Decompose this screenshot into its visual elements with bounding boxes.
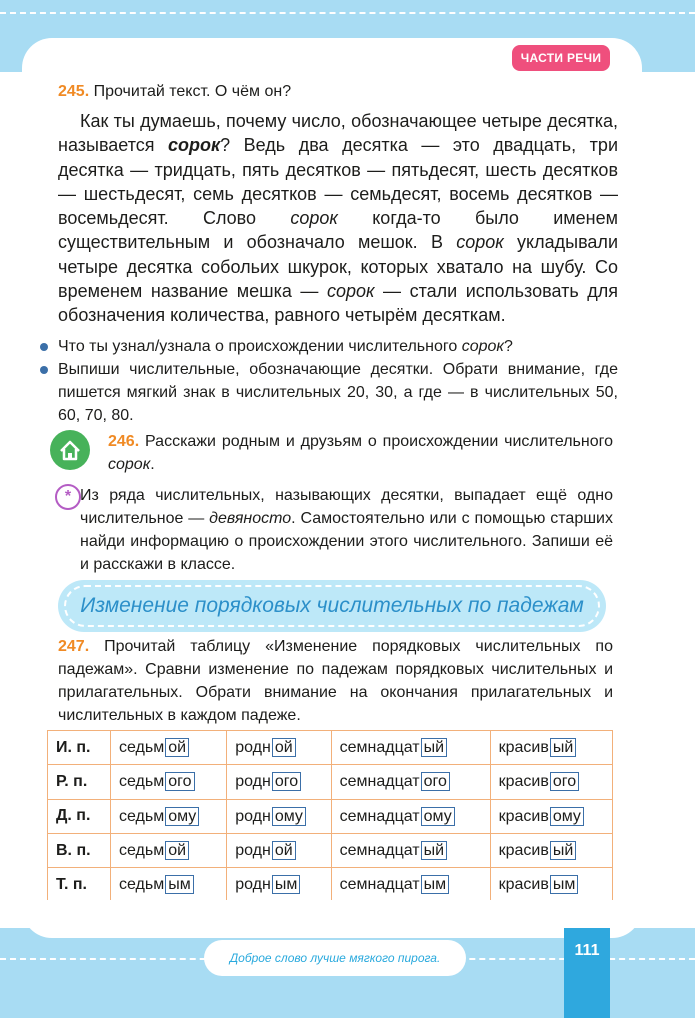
word-cell [490,765,612,799]
word-cell [331,765,490,799]
word-ending: ым [272,875,301,894]
word-stem: семнадцат [339,876,420,894]
section-banner [58,580,606,632]
proverb: Доброе слово лучше мягкого пирога. [204,940,466,976]
exercise-245-text: Как ты думаешь, почему число, обозначающее четыре десятка, называется сорок? Ведь два десятка — это двадцать, три десятка — тридцать, пять десятков — пятьдесят, шесть десятков — шестьдесят, семь десятков — семьдесят, восемь десятков — восемьдесят. Слово сорок когда-то было именем существительным и обозначало мешок. В сорок укладывали четыре десятка собольих шкурок, которых хватало на шубу. Со временем название мешка — сорок — стали использовать для обозначения количества, равного четырём десяткам. [58,111,619,326]
exercise-246: 246. Расскажи родным и друзьям о происхождении числительного сорок. [108,433,613,473]
word-stem: красив [498,739,549,757]
exercise-number: 246. [108,433,140,450]
word-stem: красив [498,876,549,894]
word-ending: ой [272,841,296,860]
table-row [48,765,613,799]
section-tab: ЧАСТИ РЕЧИ [512,45,610,71]
word-cell [227,833,331,867]
table-row [48,833,613,867]
word-cell [227,868,331,902]
table-row [48,799,613,833]
word-ending: ый [421,841,447,860]
word-cell [111,765,227,799]
bullet-dot-icon [40,343,48,351]
word-ending: ому [550,807,584,826]
word-stem: седьм [119,773,165,791]
word-cell [227,731,331,765]
word-ending: ого [421,772,450,791]
word-stem: семнадцат [339,807,420,825]
word-cell [331,868,490,902]
word-ending: ым [421,875,450,894]
exercise-245-task: 245. Прочитай текст. О чём он? [58,83,292,100]
word-cell [331,731,490,765]
word-ending: ый [421,738,447,757]
asterisk-icon: * [55,484,81,510]
word-cell [227,799,331,833]
bullet-item: Выпиши числительные, обозначающие десятки. Обрати внимание, где пишется мягкий знак в числительных 20, 30, а где — в числительных 50, 60, 70, 80. [30,358,618,427]
word-stem: родн [235,739,271,757]
word-cell [490,833,612,867]
top-dashed-line [0,12,695,14]
table-row [48,868,613,902]
exercise-number: 247. [58,638,90,655]
exercise-number: 245. [58,83,90,100]
word-ending: ый [550,738,576,757]
word-stem: седьм [119,842,165,860]
word-cell [111,731,227,765]
word-ending: ому [421,807,455,826]
table-row [48,731,613,765]
word-stem: красив [498,807,549,825]
word-cell [490,868,612,902]
extra-task: Из ряда числительных, называющих десятки, выпадает ещё одно числительное — девяносто. Самостоятельно или с помощью старших найди информацию о происхождении этого числительного. Запиши её и расскажи в классе. [80,487,613,573]
word-stem: красив [498,842,549,860]
word-ending: ому [272,807,306,826]
exercise-247: 247. Прочитай таблицу «Изменение порядковых числительных по падежам». Сравни изменение по падежам порядковых числительных и прилагательных. Обрати внимание на окончания прилагательных и числительных в каждом падеже. [58,638,613,724]
word-stem: родн [235,807,271,825]
word-ending: ым [550,875,579,894]
word-cell [331,833,490,867]
word-cell [111,799,227,833]
word-cell [111,833,227,867]
word-stem: родн [235,842,271,860]
word-stem: семнадцат [339,842,420,860]
word-stem: седьм [119,807,165,825]
word-stem: седьм [119,876,165,894]
word-stem: семнадцат [339,739,420,757]
home-icon [50,430,90,470]
word-ending: ой [165,841,189,860]
word-cell [331,799,490,833]
exercise-245 [58,80,618,427]
word-ending: ому [165,807,199,826]
case-label: Т. п. [48,868,111,902]
word-stem: седьм [119,739,165,757]
case-label: В. п. [48,833,111,867]
word-cell [490,731,612,765]
case-label: Д. п. [48,799,111,833]
word-stem: красив [498,773,549,791]
word-cell [490,799,612,833]
word-ending: ого [272,772,301,791]
word-ending: ый [550,841,576,860]
case-label: И. п. [48,731,111,765]
bullet-dot-icon [40,366,48,374]
word-ending: ой [165,738,189,757]
case-label: Р. п. [48,765,111,799]
page-number: 111 [564,928,610,1018]
word-ending: ого [165,772,194,791]
bullet-item: Что ты узнал/узнала о происхождении числительного сорок? [30,335,618,358]
page-bottom-edge [22,900,642,938]
word-stem: родн [235,773,271,791]
banner-title: Изменение порядковых числительных по падежам [64,585,600,627]
word-cell [227,765,331,799]
word-ending: ым [165,875,194,894]
word-stem: родн [235,876,271,894]
word-ending: ой [272,738,296,757]
word-cell [111,868,227,902]
word-ending: ого [550,772,579,791]
word-stem: семнадцат [339,773,420,791]
